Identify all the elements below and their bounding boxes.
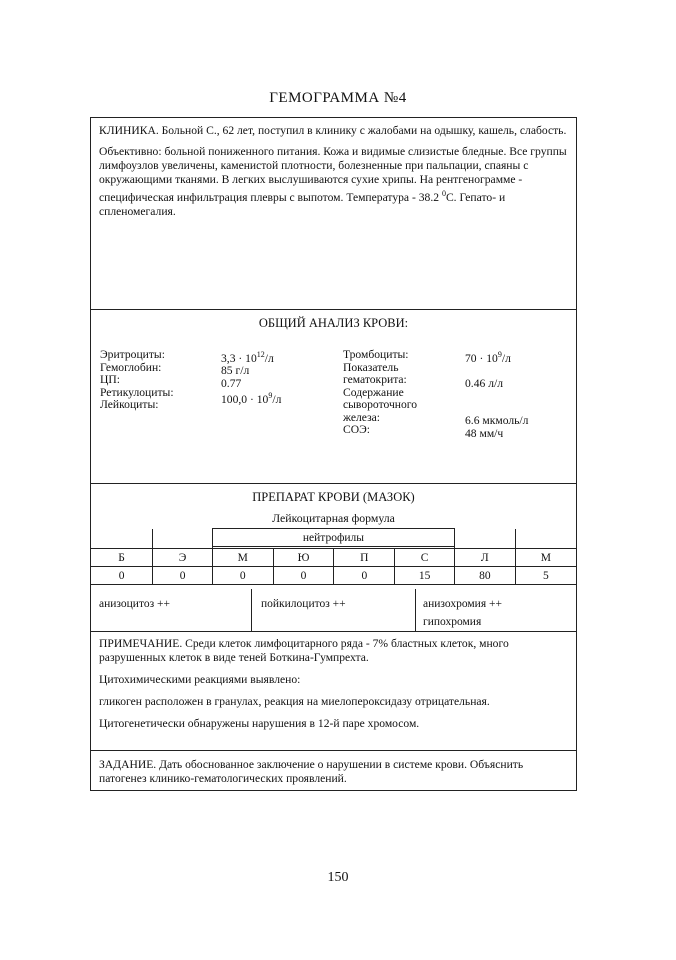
hematocrit-label-1: Показатель bbox=[343, 360, 399, 374]
cbc-title: ОБЩИЙ АНАЛИЗ КРОВИ: bbox=[258, 316, 409, 330]
cbc-labels-right bbox=[343, 349, 417, 437]
task-section bbox=[91, 758, 576, 786]
smear-title: ПРЕПАРАТ КРОВИ (МАЗОК) bbox=[252, 490, 415, 504]
page-number: 150 bbox=[327, 870, 349, 885]
clinic-objective bbox=[99, 145, 568, 219]
note-section bbox=[91, 637, 576, 731]
clinic-complaints: КЛИНИКА. Больной С., 62 лет, поступил в клинику с жалобами на одышку, кашель, слабость. bbox=[99, 124, 567, 137]
cbc-values-left bbox=[221, 349, 281, 407]
note-blasts: ПРИМЕЧАНИЕ. Среди клеток лимфоцитарного ряда - 7% бластных клеток, много разрушенных клеток в виде теней Боткина-Гумпрехта. bbox=[99, 637, 509, 664]
header-myelocytes: М bbox=[212, 549, 273, 567]
spacer bbox=[465, 390, 528, 403]
task-text: ЗАДАНИЕ. Дать обоснованное заключение о нарушении в системе крови. Объяснить патогенез клинико-гематологических проявлений. bbox=[99, 758, 524, 785]
erythrocytes-label: Эритроциты: bbox=[100, 348, 165, 361]
header-segmented: С bbox=[395, 549, 455, 567]
clinic-section bbox=[91, 124, 576, 219]
platelets-unit: /л bbox=[501, 351, 511, 365]
header-basophils: Б bbox=[91, 549, 153, 567]
temperature-prefix: Температура - 38.2 bbox=[346, 190, 442, 204]
anisochromia: анизохромия ++ bbox=[423, 598, 502, 610]
hypochromia: гипохромия bbox=[423, 616, 482, 628]
clinic-objective-text: Объективно: больной пониженного питания. Кожа и видимые слизистые бледные. Все группы лимфоузлов увеличены, каменистой плотности, болезненные при пальпации, спаяны с окружающими тканями. В легких выслушиваются сухие хрипы. На рентгенограмме - специфическая инфильтрация плевры с выпотом. bbox=[99, 145, 567, 204]
leukocytes-unit: /л bbox=[272, 393, 282, 407]
value-eosinophils: 0 bbox=[153, 567, 213, 585]
platelets-label: Тромбоциты: bbox=[343, 348, 409, 361]
divider bbox=[91, 631, 576, 632]
ci-label: ЦП: bbox=[100, 373, 120, 386]
leukocytes-exp: 9 bbox=[268, 391, 273, 401]
cbc-labels-left bbox=[100, 349, 174, 412]
spacer bbox=[465, 365, 528, 378]
esr-label: СОЭ: bbox=[343, 423, 370, 436]
leukocytes-value bbox=[221, 390, 281, 406]
poikilocytosis: пойкилоцитоз ++ bbox=[261, 598, 346, 610]
reticulocytes-label: Ретикулоциты: bbox=[100, 385, 174, 399]
temperature-degree: 0 bbox=[441, 189, 446, 198]
iron-label-2: сывороточного bbox=[343, 398, 418, 411]
anisocytosis: анизоцитоз ++ bbox=[99, 598, 170, 610]
morph-divider bbox=[251, 589, 252, 631]
note-cytogenetic: Цитогенетически обнаружены нарушения в 12-й паре хромосом. bbox=[99, 717, 420, 730]
note-cytochem-intro: Цитохимическими реакциями выявлено: bbox=[99, 673, 301, 686]
smear-subtitle: Лейкоцитарная формула bbox=[272, 511, 395, 525]
value-monocytes: 5 bbox=[515, 567, 576, 585]
value-metamyelocytes: 0 bbox=[273, 567, 334, 585]
divider bbox=[91, 483, 576, 484]
hemoglobin-label: Гемоглобин: bbox=[100, 360, 162, 374]
ci-value: 0.77 bbox=[221, 376, 242, 390]
value-lymphocytes: 80 bbox=[454, 567, 515, 585]
header-spacer bbox=[515, 529, 576, 549]
iron-label-1: Содержание bbox=[343, 385, 404, 399]
header-band: П bbox=[334, 549, 395, 567]
header-spacer bbox=[454, 529, 515, 549]
leukocytes-label: Лейкоциты: bbox=[100, 398, 159, 411]
divider bbox=[91, 750, 576, 751]
value-band: 0 bbox=[334, 567, 395, 585]
value-basophils: 0 bbox=[91, 567, 153, 585]
note-cytochem-result: гликоген расположен в гранулах, реакция на миелопероксидазу отрицательная. bbox=[99, 695, 490, 708]
header-monocytes: М bbox=[515, 549, 576, 567]
header-spacer bbox=[153, 529, 213, 549]
header-metamyelocytes: Ю bbox=[273, 549, 334, 567]
case-frame bbox=[90, 117, 577, 791]
header-eosinophils: Э bbox=[153, 549, 213, 567]
hematocrit-value: 0.46 л/л bbox=[465, 376, 503, 390]
value-myelocytes: 0 bbox=[212, 567, 273, 585]
neutrophils-header: нейтрофилы bbox=[212, 529, 454, 547]
hemoglobin-value: 85 г/л bbox=[221, 364, 250, 378]
iron-label-3: железа: bbox=[343, 410, 381, 424]
erythrocytes-value bbox=[221, 349, 281, 365]
page-title: ГЕМОГРАММА №4 bbox=[269, 90, 407, 106]
value-segmented: 15 bbox=[395, 567, 455, 585]
platelets-number: 70 · 10 bbox=[465, 351, 498, 365]
temperature-suffix: С. Гепато- и спленомегалия. bbox=[99, 190, 506, 218]
esr-value: 48 мм/ч bbox=[465, 426, 504, 440]
erythrocytes-exp: 12 bbox=[256, 350, 265, 359]
erythrocytes-unit: /л bbox=[264, 351, 274, 365]
header-spacer bbox=[91, 529, 153, 549]
leukocytes-number: 100,0 · 10 bbox=[221, 393, 269, 407]
hematocrit-label-2: гематокрита: bbox=[343, 373, 407, 386]
platelets-exp: 9 bbox=[497, 350, 502, 359]
divider bbox=[91, 309, 576, 310]
cbc-values-right bbox=[465, 349, 528, 440]
platelets-value bbox=[465, 349, 528, 365]
leukocyte-formula-table bbox=[91, 528, 576, 585]
iron-value: 6.6 мкмоль/л bbox=[465, 414, 529, 428]
morph-divider bbox=[415, 589, 416, 631]
erythrocytes-number: 3,3 · 10 bbox=[221, 351, 257, 365]
header-lymphocytes: Л bbox=[454, 549, 515, 567]
